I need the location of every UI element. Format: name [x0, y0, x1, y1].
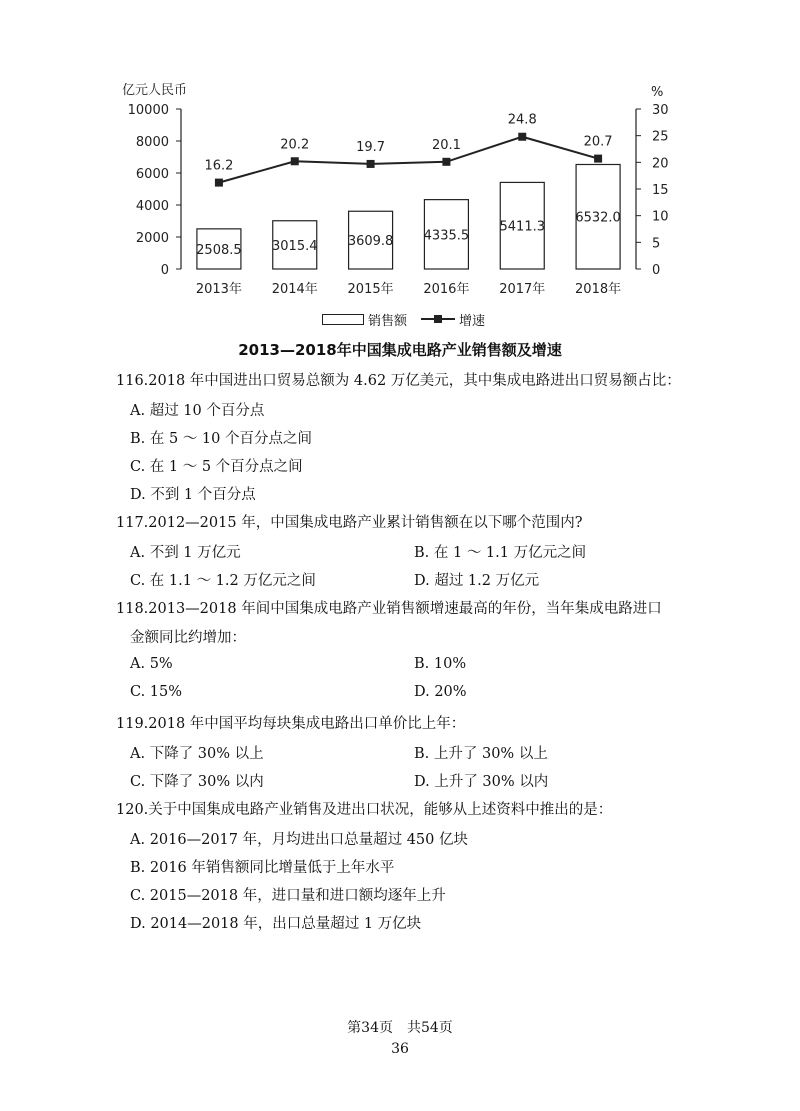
- right-tick-label: 25: [652, 129, 669, 145]
- growth-value-label: 20.2: [280, 137, 310, 153]
- question-116-option-b: B. 在 5 ～ 10 个百分点之间: [130, 431, 312, 447]
- bar-value-label: 3015.4: [272, 238, 318, 254]
- question-118-option-a: A. 5%: [130, 656, 173, 672]
- question-118-option-d: D. 20%: [414, 684, 467, 700]
- growth-point: [215, 179, 223, 187]
- growth-line: [219, 137, 598, 183]
- question-118-text: 118.2013—2018 年间中国集成电路产业销售额增速最高的年份，当年集成电路进口: [116, 601, 662, 617]
- bar-value-label: 2508.5: [196, 242, 242, 258]
- left-tick-label: 10000: [127, 103, 169, 118]
- x-tick-label: 2017年: [499, 282, 546, 297]
- growth-value-label: 24.8: [507, 112, 537, 128]
- right-tick-label: 20: [652, 156, 669, 172]
- question-117-option-c: C. 在 1.1 ～ 1.2 万亿元之间: [130, 573, 316, 589]
- growth-point: [291, 157, 299, 165]
- left-tick-label: 0: [160, 263, 169, 278]
- question-118-text-cont: 金额同比约增加：: [130, 630, 246, 646]
- left-axis-title: 亿元人民币: [122, 83, 188, 98]
- left-tick-label: 8000: [135, 135, 169, 150]
- growth-point: [442, 158, 450, 166]
- left-tick-label: 6000: [135, 167, 169, 182]
- question-119-option-a: A. 下降了 30% 以上: [130, 746, 264, 762]
- question-120-option-d: D. 2014—2018 年，出口总量超过 1 万亿块: [130, 916, 422, 932]
- bar-value-label: 6532.0: [575, 210, 621, 226]
- right-axis-title: %: [651, 85, 664, 100]
- x-tick-label: 2018年: [575, 282, 622, 297]
- growth-value-label: 19.7: [356, 139, 386, 155]
- left-tick-label: 4000: [135, 199, 169, 214]
- question-120-option-b: B. 2016 年销售额同比增量低于上年水平: [130, 860, 395, 876]
- question-116-option-a: A. 超过 10 个百分点: [130, 403, 265, 419]
- question-117-option-a: A. 不到 1 万亿元: [130, 545, 241, 561]
- question-116-option-c: C. 在 1 ～ 5 个百分点之间: [130, 459, 303, 475]
- question-118-option-b: B. 10%: [414, 656, 467, 672]
- x-tick-label: 2016年: [423, 282, 470, 297]
- sales-growth-chart: [0, 0, 800, 305]
- right-tick-label: 10: [652, 209, 669, 225]
- legend-line-label: 增速: [459, 313, 486, 329]
- x-tick-label: 2014年: [271, 282, 318, 297]
- question-117-text: 117.2012—2015 年，中国集成电路产业累计销售额在以下哪个范围内?: [116, 515, 583, 531]
- bar-value-label: 3609.8: [347, 234, 394, 250]
- growth-value-label: 20.7: [583, 134, 613, 150]
- right-tick-label: 0: [652, 263, 661, 278]
- legend-bar-swatch: [322, 314, 364, 325]
- growth-value-label: 20.1: [431, 137, 461, 153]
- question-119-option-b: B. 上升了 30% 以上: [414, 746, 548, 762]
- x-tick-label: 2015年: [347, 282, 394, 297]
- question-118-option-c: C. 15%: [130, 684, 183, 700]
- right-tick-label: 15: [652, 183, 669, 198]
- question-120-option-c: C. 2015—2018 年，进口量和进口额均逐年上升: [130, 888, 446, 904]
- question-120-option-a: A. 2016—2017 年，月均进出口总量超过 450 亿块: [130, 832, 468, 848]
- bar-value-label: 4335.5: [423, 228, 470, 244]
- question-117-option-d: D. 超过 1.2 万亿元: [414, 573, 540, 589]
- question-117-option-b: B. 在 1 ～ 1.1 万亿元之间: [414, 545, 587, 561]
- bar-value-label: 5411.3: [499, 219, 545, 235]
- right-tick-label: 30: [652, 103, 669, 118]
- question-119-text: 119.2018 年中国平均每块集成电路出口单价比上年：: [116, 716, 466, 732]
- question-119-option-d: D. 上升了 30% 以内: [414, 774, 549, 790]
- question-120-text: 120.关于中国集成电路产业销售及进出口状况，能够从上述资料中推出的是：: [116, 802, 613, 818]
- x-tick-label: 2013年: [195, 282, 242, 297]
- growth-value-label: 16.2: [204, 158, 234, 174]
- growth-point: [594, 155, 602, 163]
- left-tick-label: 2000: [135, 231, 169, 246]
- legend-bar-label: 销售额: [368, 313, 408, 329]
- question-116-option-d: D. 不到 1 个百分点: [130, 487, 256, 503]
- question-119-option-c: C. 下降了 30% 以内: [130, 774, 264, 790]
- question-116-text: 116.2018 年中国进出口贸易总额为 4.62 万亿美元，其中集成电路进出口贸易额占比：: [116, 373, 681, 389]
- growth-point: [367, 160, 375, 168]
- footer-page-info: 第34页 共54页: [347, 1020, 453, 1036]
- chart-title: 2013—2018年中国集成电路产业销售额及增速: [238, 341, 562, 359]
- legend-line-swatch: [421, 313, 455, 325]
- chart-legend: [322, 309, 485, 329]
- footer-page-number: 36: [391, 1041, 409, 1057]
- growth-point: [518, 133, 526, 141]
- right-tick-label: 5: [652, 236, 661, 252]
